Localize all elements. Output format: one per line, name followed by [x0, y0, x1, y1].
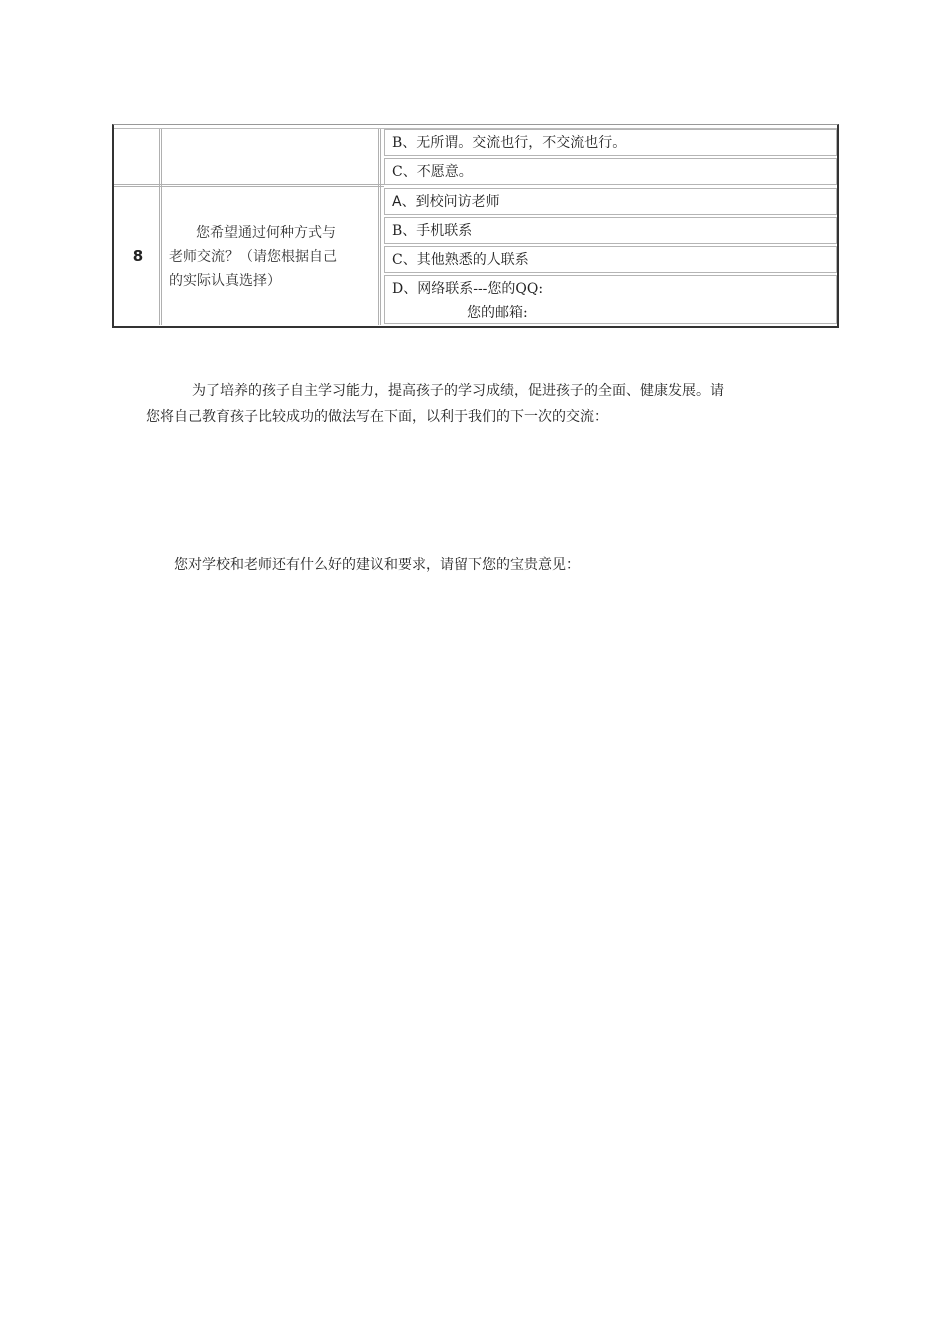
option-d	[384, 275, 837, 324]
number-column	[114, 129, 162, 325]
question-number: 8	[132, 247, 144, 265]
survey-table	[112, 124, 839, 328]
option-label: A、到校问访老师	[392, 194, 500, 210]
option-label: C、不愿意。	[392, 164, 473, 180]
question-line: 您希望通过何种方式与	[196, 225, 336, 241]
option-b	[384, 217, 837, 244]
question-line: 老师交流？（请您根据自己	[169, 249, 337, 265]
option-label: B、手机联系	[392, 223, 473, 239]
paragraph-1-line-1: 为了培养的孩子自主学习能力，提高孩子的学习成绩，促进孩子的全面、健康发展。请	[192, 383, 724, 399]
paragraph-2: 您对学校和老师还有什么好的建议和要求，请留下您的宝贵意见：	[174, 557, 580, 573]
paragraph-1-line-2: 您将自己教育孩子比较成功的做法写在下面，以利于我们的下一次的交流：	[146, 409, 608, 425]
option-a	[384, 188, 837, 215]
option-c	[384, 246, 837, 273]
row-separator	[114, 184, 384, 187]
question-text	[169, 221, 379, 293]
option-d-email-label: 您的邮箱:	[467, 305, 528, 321]
question-line: 的实际认真选择）	[169, 273, 281, 289]
option-label: B、无所谓。交流也行，不交流也行。	[392, 135, 627, 151]
option-d-qq-label: D、网络联系---您的QQ:	[392, 281, 544, 297]
option-c-prev	[384, 158, 837, 185]
option-label: C、其他熟悉的人联系	[392, 252, 529, 268]
option-b-prev	[384, 129, 837, 156]
